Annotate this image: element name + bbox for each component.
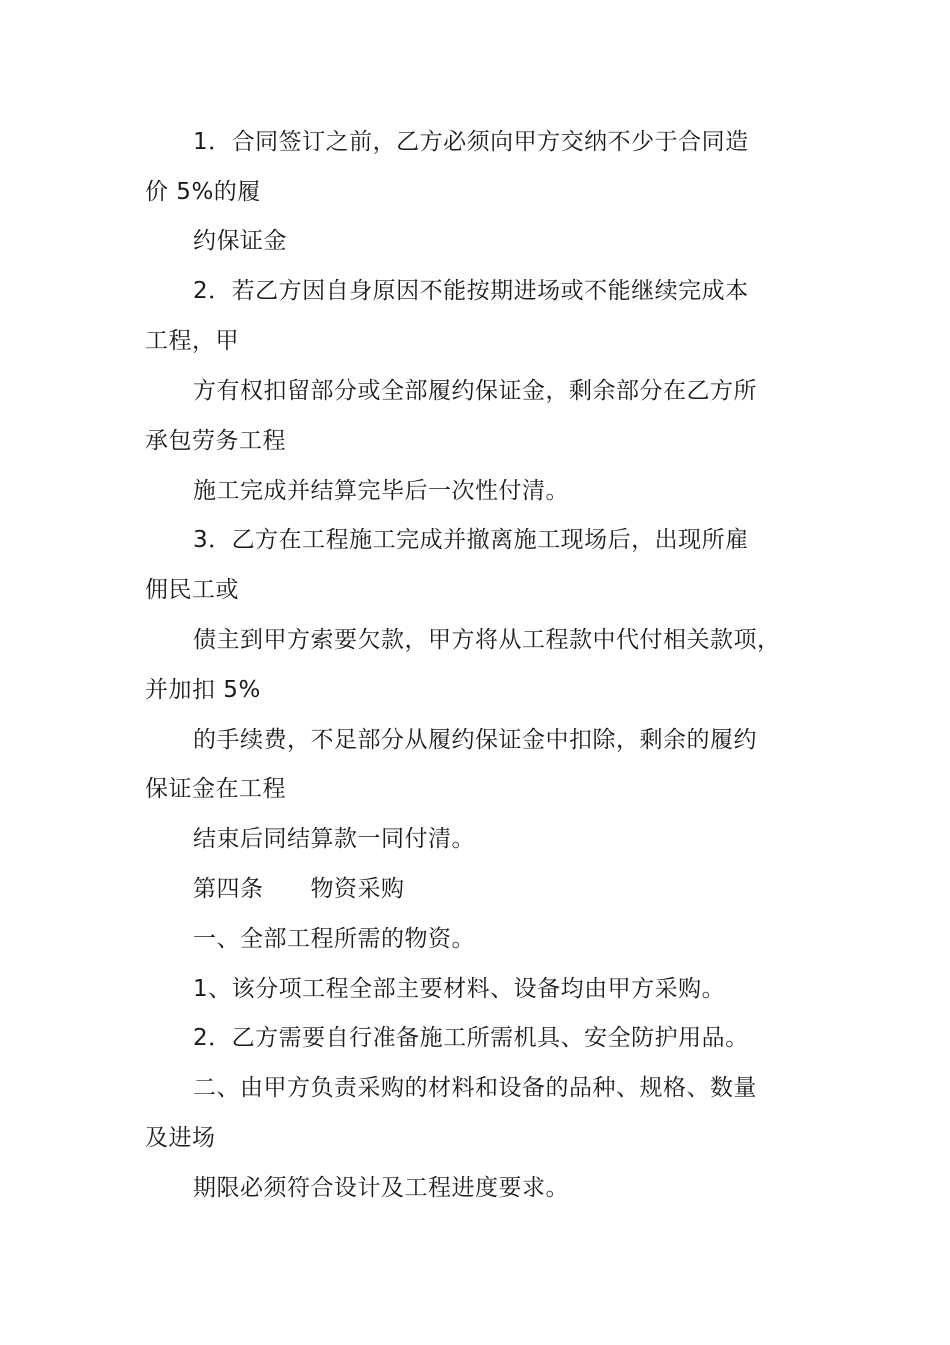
text-line: 及进场 bbox=[145, 1125, 216, 1151]
text-line: 债主到甲方索要欠款，甲方将从工程款中代付相关款项， bbox=[193, 627, 781, 653]
text-line: 方有权扣留部分或全部履约保证金，剩余部分在乙方所 bbox=[193, 378, 757, 404]
text-line: 二、由甲方负责采购的材料和设备的品种、规格、数量 bbox=[193, 1075, 757, 1101]
text-line: 一、全部工程所需的物资。 bbox=[193, 926, 475, 952]
text-line: 2．若乙方因自身原因不能按期进场或不能继续完成本 bbox=[193, 278, 749, 304]
text-line: 约保证金 bbox=[193, 228, 287, 254]
text-line: 3．乙方在工程施工完成并撤离施工现场后，出现所雇 bbox=[193, 527, 749, 553]
text-line: 价 5%的履 bbox=[145, 179, 261, 205]
text-line: 结束后同结算款一同付清。 bbox=[193, 826, 475, 852]
text-line: 施工完成并结算完毕后一次性付清。 bbox=[193, 478, 569, 504]
text-line: 保证金在工程 bbox=[145, 776, 286, 802]
text-line: 1．合同签订之前，乙方必须向甲方交纳不少于合同造 bbox=[193, 129, 749, 155]
text-line: 工程，甲 bbox=[145, 328, 239, 354]
text-line: 1、该分项工程全部主要材料、设备均由甲方采购。 bbox=[193, 976, 726, 1002]
text-line: 并加扣 5% bbox=[145, 677, 261, 703]
text-line: 期限必须符合设计及工程进度要求。 bbox=[193, 1175, 569, 1201]
section-heading: 第四条 物资采购 bbox=[193, 876, 405, 902]
text-line: 2．乙方需要自行准备施工所需机具、安全防护用品。 bbox=[193, 1025, 749, 1051]
text-line: 承包劳务工程 bbox=[145, 428, 286, 454]
text-line: 佣民工或 bbox=[145, 577, 239, 603]
text-line: 的手续费，不足部分从履约保证金中扣除，剩余的履约 bbox=[193, 727, 757, 753]
